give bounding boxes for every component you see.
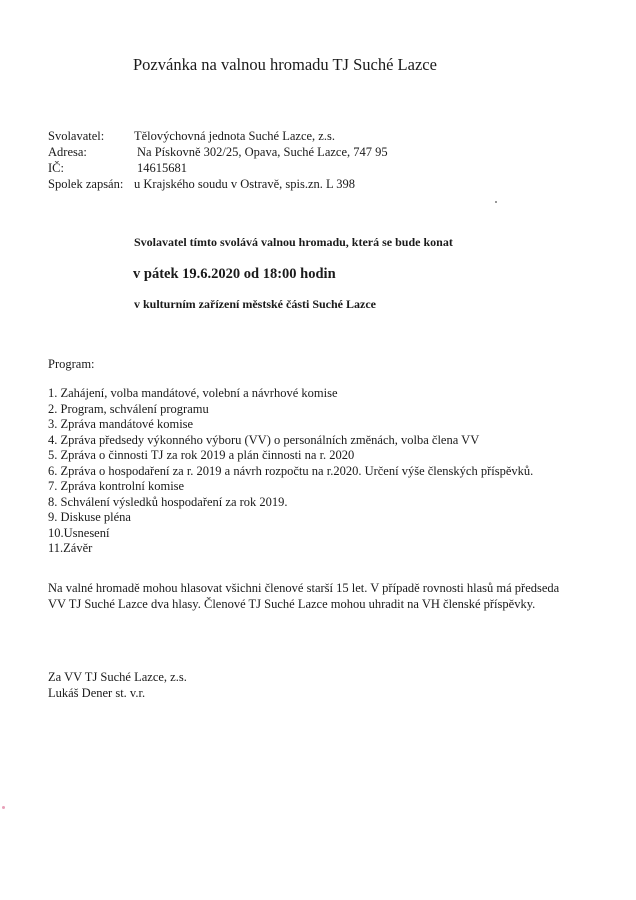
program-item: 7. Zpráva kontrolní komise — [48, 479, 185, 493]
signature-block — [48, 670, 187, 701]
info-value-adresa: Na Pískovně 302/25, Opava, Suché Lazce, 747 95 — [137, 145, 388, 159]
program-item: 9. Diskuse pléna — [48, 510, 131, 524]
page-title: Pozvánka na valnou hromadu TJ Suché Lazce — [133, 55, 437, 74]
program-list — [48, 386, 533, 557]
convocation-line: Svolavatel tímto svolává valnou hromadu, která se bude konat — [134, 235, 453, 249]
info-label-svolavatel: Svolavatel: — [48, 129, 105, 143]
scan-speck — [2, 806, 5, 809]
signature-org: Za VV TJ Suché Lazce, z.s. — [48, 670, 187, 684]
scan-speck — [495, 201, 497, 203]
program-item: 8. Schválení výsledků hospodaření za rok 2019. — [48, 494, 288, 509]
program-item: 10.Usnesení — [48, 525, 110, 540]
program-item: 3. Zpráva mandátové komise — [48, 417, 194, 431]
signature-name: Lukáš Dener st. v.r. — [48, 685, 146, 700]
info-value-spolek: u Krajského soudu v Ostravě, spis.zn. L 398 — [134, 177, 356, 191]
info-label-spolek: Spolek zapsán: — [48, 177, 124, 191]
program-item: 1. Zahájení, volba mandátové, volební a návrhové komise — [48, 386, 338, 400]
program-item: 5. Zpráva o činnosti TJ za rok 2019 a plán činnosti na r. 2020 — [48, 448, 355, 462]
info-label-adresa: Adresa: — [48, 145, 87, 159]
program-item: 4. Zpráva předsedy výkonného výboru (VV) o personálních změnách, volba člena VV — [48, 432, 480, 447]
program-label: Program: — [48, 357, 95, 371]
meeting-place: v kulturním zařízení městské části Suché Lazce — [134, 297, 376, 311]
info-value-svolavatel: Tělovýchovná jednota Suché Lazce, z.s. — [134, 129, 335, 143]
info-label-ic: IČ: — [48, 161, 64, 175]
program-item: 6. Zpráva o hospodaření za r. 2019 a návrh rozpočtu na r.2020. Určení výše členských příspěvků. — [48, 463, 534, 478]
meeting-date: v pátek 19.6.2020 od 18:00 hodin — [133, 266, 336, 282]
info-value-ic: 14615681 — [137, 161, 187, 175]
program-item: 11.Závěr — [48, 541, 93, 555]
program-item: 2. Program, schválení programu — [48, 401, 209, 416]
voting-note: Na valné hromadě mohou hlasovat všichni členové starší 15 let. V případě rovnosti hlasů má předseda VV TJ Suché Lazce dva hlasy. Členové TJ Suché Lazce mohou uhradit na VH členské příspěvky. — [48, 581, 560, 611]
